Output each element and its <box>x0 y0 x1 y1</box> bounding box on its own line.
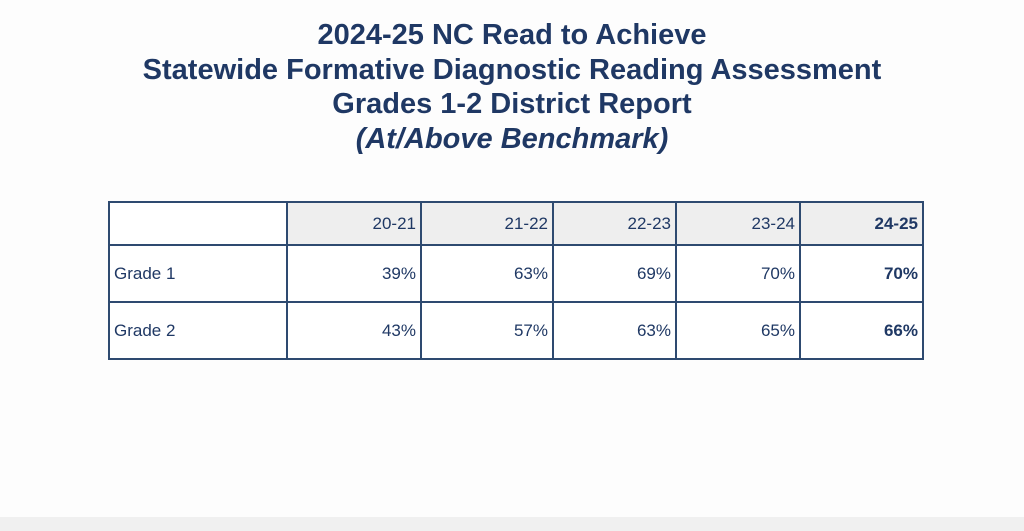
title-line-3: Grades 1-2 District Report <box>332 88 692 120</box>
table-cell-current: 66% <box>800 302 923 359</box>
column-header-current: 24-25 <box>800 202 923 245</box>
footer-band <box>0 517 1024 531</box>
table-row <box>109 302 923 359</box>
table-cell: 43% <box>287 302 421 359</box>
title-line-4: (At/Above Benchmark) <box>355 122 669 155</box>
table-cell: 70% <box>676 245 800 302</box>
column-header: 20-21 <box>287 202 421 245</box>
table-cell: 63% <box>553 302 676 359</box>
table-row <box>109 245 923 302</box>
header-blank-cell <box>109 202 287 245</box>
table-cell: 63% <box>421 245 553 302</box>
table-cell: 65% <box>676 302 800 359</box>
table-header-row <box>109 202 923 245</box>
report-title <box>0 18 1024 156</box>
row-label: Grade 1 <box>109 245 287 302</box>
column-header: 22-23 <box>553 202 676 245</box>
row-label: Grade 2 <box>109 302 287 359</box>
column-header: 21-22 <box>421 202 553 245</box>
title-line-1: 2024-25 NC Read to Achieve <box>317 19 707 51</box>
table-cell: 57% <box>421 302 553 359</box>
benchmark-table <box>108 201 924 360</box>
table-cell-current: 70% <box>800 245 923 302</box>
title-line-2: Statewide Formative Diagnostic Reading Assessment <box>142 53 882 86</box>
table-cell: 69% <box>553 245 676 302</box>
table-cell: 39% <box>287 245 421 302</box>
column-header: 23-24 <box>676 202 800 245</box>
